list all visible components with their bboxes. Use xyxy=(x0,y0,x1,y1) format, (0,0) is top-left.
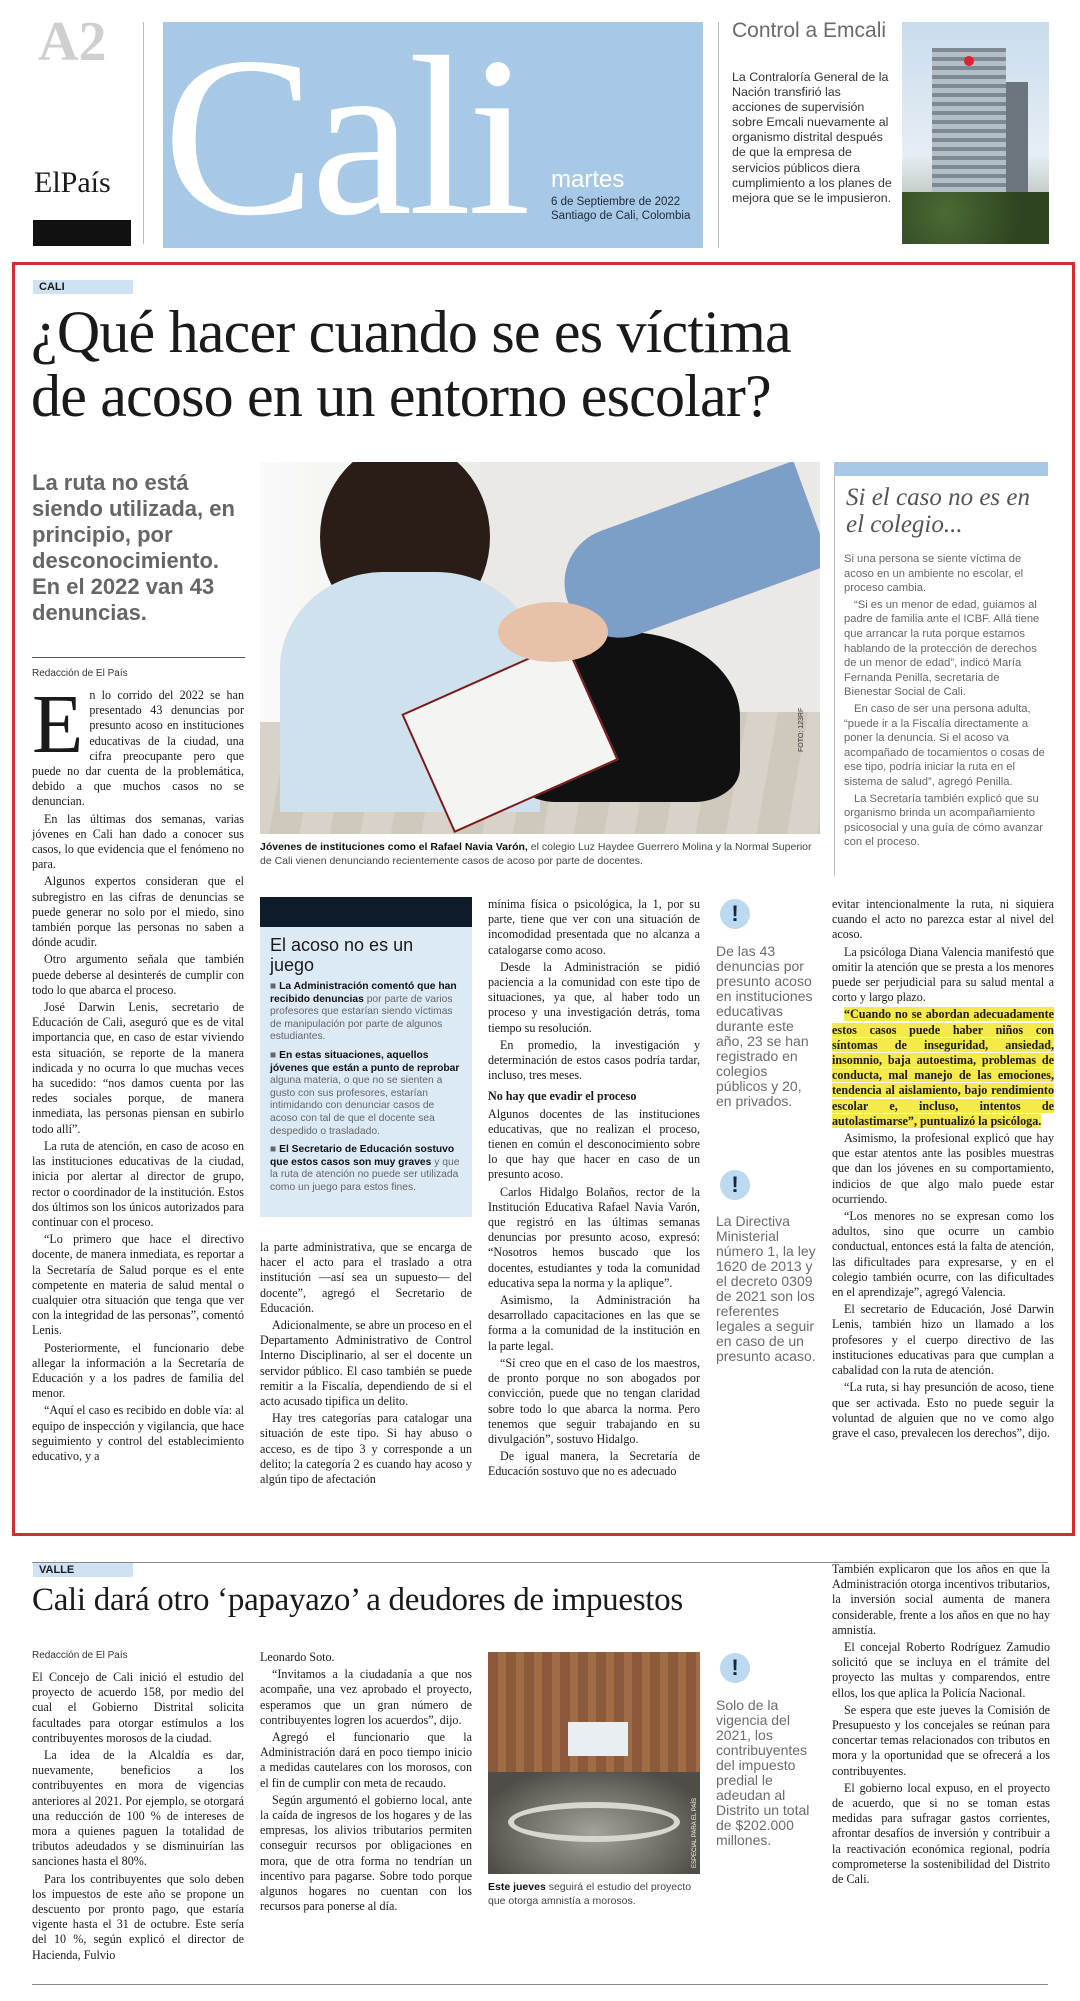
exclamation-icon: ! xyxy=(720,1653,750,1683)
highlighted-quote: “Cuando no se abordan adecuadamente estos casos puede haber niños con síntomas de inseguridad, ansiedad, insomnio, baja autoestima, problemas de conducta, mal manejo de las emociones, tendencia al aislamiento, bajo rendimiento escolar e, incluso, intentos de autolastimarse”, puntualizó la psicóloga. xyxy=(832,1007,1054,1128)
headline-line: de acoso en un entorno escolar? xyxy=(31,363,771,429)
headline: Cali dará otro ‘papayazo’ a deudores de impuestos xyxy=(32,1582,683,1618)
info-box-title: El acoso no es un juego xyxy=(270,935,414,975)
caption-rest: seguirá el estudio del proyecto que otorga amnistía a morosos. xyxy=(488,1881,692,1907)
teaser-photo xyxy=(902,22,1049,244)
paragraph: El gobierno local expuso, en el proyecto de acuerdo, que si no se toman estas medidas para sufragar gastos corrientes, afrontar desafíos de inversión y contribuir a la reactivación económica regional, podría comprometerse la sostenibilidad del Distrito de Cali. xyxy=(832,1780,1050,1887)
teaser-divider xyxy=(718,22,719,248)
paragraph: “La ruta, si hay presunción de acoso, tiene que ser activada. Esto no puede seguir la voluntad de alguien que no ve como algo grave el caso, prevalecen los derechos”, dijo. xyxy=(832,1380,1054,1440)
headline-line: ¿Qué hacer cuando se es víctima xyxy=(31,299,791,365)
footer-rule xyxy=(32,1984,1048,1985)
paragraph: La psicóloga Diana Valencia manifestó que omitir la atención que se presta a los menores puede ser perjudicial para su salud mental a corto y largo plazo. xyxy=(832,944,1054,1005)
brand-text: ElPaís xyxy=(34,166,111,199)
paragraph: la parte administrativa, que se encarga de hacer el acto para el traslado a otra institución —así sea un supuesto— del docente”, agregó el Secretario de Educación. xyxy=(260,1240,472,1315)
photo-credit: ESPECIAL PARA EL PAÍS xyxy=(692,1797,698,1868)
article2-column-2 xyxy=(260,1650,472,1916)
item-bold: En estas situaciones, aquellos jóvenes que están a punto de reprobar xyxy=(270,1049,460,1074)
paragraph: El Concejo de Cali inició el estudio del proyecto de acuerdo 158, por medio del cual el Gobierno Distrital solicita facultades para otorgar estímulos a los contribuyentes morosos de la ciudad. xyxy=(32,1670,244,1745)
paragraph: Desde la Administración se pidió paciencia a la comunidad con este tipo de situaciones, ya que, al haber todo un proceso y una investigación detrás, toma tiempo su resolución. xyxy=(488,959,700,1035)
teaser-text: La Contraloría General de la Nación transfirió las acciones de supervisión sobre Emcali nuevamente al organismo distrital después de que la empresa de servicios públicos diera cumplimiento a los planes de mejora que se le impusieron. xyxy=(732,70,892,205)
article-column-5 xyxy=(832,897,1054,1443)
paragraph: “Los menores no se expresan como los adultos, sino que ocurre un cambio conductual, entonces está la falta de atención, las dificultades para expresarse, y en el colegio también ocurre, con las dificultades en el aprendizaje”, agregó Valencia. xyxy=(832,1209,1054,1300)
side-fact: La Directiva Ministerial número 1, la ley 1620 de 2013 y el decreto 0309 de 2021 son los referentes legales a seguir en caso de un presunto acaso. xyxy=(716,1213,816,1364)
paragraph: Otro argumento señala que también puede deberse al desinterés de cumplir con todo lo que abarca el proceso. xyxy=(32,952,244,997)
article-column-1 xyxy=(32,678,244,1466)
paragraph: Asimismo, la Administración ha desarrollado capacitaciones en las que se forma a la comunidad de la institución en la parte legal. xyxy=(488,1293,700,1353)
info-box-item: ■ En estas situaciones, aquellos jóvenes que están a punto de reprobar alguna materia, o que no se sienten a gusto con sus profesores, estarían intimidando con denunciar casos de acoso con tal de que el docente sea despedido o trasladado. xyxy=(270,1049,460,1137)
caption-rest: el colegio Luz Haydee Guerrero Molina y la Normal Superior de Cali vienen denunciando recientemente casos de acoso por parte de docentes. xyxy=(260,841,812,867)
byline: Redacción de El País xyxy=(32,668,128,679)
paragraph: En promedio, la investigación y determinación de estos casos podría tardar, incluso, tres meses. xyxy=(488,1037,700,1083)
exclamation-icon: ! xyxy=(720,899,750,929)
item-bold: La Administración comentó que han recibido denuncias xyxy=(270,981,457,1005)
desks xyxy=(508,1802,680,1842)
paragraph: El secretario de Educación, José Darwin Lenis, también hizo un llamado a los profesores y el cuerpo directivo de las instituciones educativas para que cumplan a cabalidad con la ruta de atención. xyxy=(832,1302,1054,1378)
sidebar-paragraph: Si una persona se siente víctima de acoso en un ambiente no escolar, el proceso cambia. xyxy=(844,553,1024,595)
photo-credit: FOTO: 123RF xyxy=(798,707,805,752)
paragraph: La ruta de atención, en caso de acoso en las instituciones educativas de la ciudad, inicia por alertar al director de grupo, rector o coordinador de la institución. Estos dos últimos son los únicos autorizados para continuar con el proceso. xyxy=(32,1138,244,1229)
paragraph: mínima física o psicológica, la 1, por su parte, tiene que ver con una situación de incomodidad presentada que no alcanza a catalogarse como acoso. xyxy=(488,897,700,957)
paragraph: Hay tres categorías para catalogar una situación de este tipo. Si hay abuso o acceso, es de tipo 3 y corresponde a un delito; la categoría 2 es cuando hay acoso y algún tipo de afectación xyxy=(260,1411,472,1487)
brand-underline xyxy=(33,220,131,246)
teacher-hand xyxy=(498,602,608,662)
paragraph: “Invitamos a la ciudadanía a que nos acompañe, una vez aprobado el proyecto, esperamos que un gran número de contribuyentes logren los acuerdos”, dijo. xyxy=(260,1667,472,1727)
item-text: alguna materia, o que no se sienten a gusto con sus profesores, estarían intimidando con denunciar casos de acoso con tal de que el docente sea despedido o trasladado. xyxy=(270,1075,443,1137)
date: 6 de Septiembre de 2022 xyxy=(551,196,681,208)
paragraph: “Lo primero que hace el directivo docente, de manera inmediata, es reportar a la Secretaría de Salud porque es el ente competente en materia de salud mental o cualquier otra situación que tenga que ver con la integridad de las personas”, comentó Lenis. xyxy=(32,1232,244,1338)
paragraph: Para los contribuyentes que solo deben los impuestos de este año se propone un descuento por pronto pago, que estaría vigente hasta el 31 de octubre. Este sería del 10 %, según explicó el director de Hacienda, Fulvio xyxy=(32,1871,244,1962)
side-fact: De las 43 denuncias por presunto acoso en instituciones educativas durante este año, 23 se han registrado en colegios públicos y 20, en privados. xyxy=(716,943,813,1109)
item-text: por parte de varios profesores que estarían siendo víctimas de manipulación por parte de algunos estudiantes. xyxy=(270,993,453,1043)
sidebar-title: Si el caso no es en el colegio... xyxy=(846,484,1030,538)
masthead-divider xyxy=(143,22,144,244)
logo-mark xyxy=(964,56,974,66)
caption-bold: Este jueves xyxy=(488,1881,546,1893)
deck: La ruta no está siendo utilizada, en principio, por desconocimiento. En el 2022 van 43 denuncias. xyxy=(32,470,235,625)
article2-column-4 xyxy=(832,1562,1050,1889)
council-photo xyxy=(488,1652,700,1874)
info-box-top-bar xyxy=(260,897,472,927)
paragraph: evitar intencionalmente la ruta, ni siquiera cuando el acto no parezca estar al nivel del acoso. xyxy=(832,897,1054,942)
sidebar-rule xyxy=(834,476,835,876)
screen xyxy=(568,1722,628,1756)
deck-rule xyxy=(32,657,245,658)
photo-caption xyxy=(488,1880,700,1908)
paragraph: Se espera que este jueves la Comisión de Presupuesto y los concejales se reúnan para concertar temas relacionados con tributos en mora y la oportunidad que se ofrecerá a los contribuyentes. xyxy=(832,1702,1050,1778)
sidebar-top-bar xyxy=(834,462,1048,476)
dropcap: E xyxy=(32,678,84,771)
info-box-list xyxy=(270,981,464,1195)
headline xyxy=(31,300,1051,428)
caption-bold: Jóvenes de instituciones como el Rafael Navia Varón, xyxy=(260,841,528,853)
photo-caption xyxy=(260,840,820,868)
sidebar-paragraph: En caso de ser una persona adulta, “puede ir a la Fiscalía directamente a poner la denuncia. Si el acoso va acompañado de tocamientos o cosas de ese tipo, podría iniciar la ruta en el sistema de salud”, agregó Penilla. xyxy=(844,702,1045,788)
paragraph: El concejal Roberto Rodríguez Zamudio solicitó que se incluya en el trámite del proyecto las multas y comparendos, entre ellos, los que aplica la Policía Nacional. xyxy=(832,1640,1050,1700)
paragraph: Según argumentó el gobierno local, ante la caída de ingresos de los hogares y de las empresas, los alivios tributarios permiten conseguir recursos por obligaciones en mora, que de otra forma no tendrían un incentivo para pagarse. Sobre todo porque algunos hogares no cuentan con los recursos para ponerse al día. xyxy=(260,1792,472,1914)
paragraph: José Darwin Lenis, secretario de Educación de Cali, aseguró que es de vital importancia que, en caso de estar viviendo esta situación, se reporte de la manera indicada y no ocurra lo que muchas veces ha sucedido: “nos damos cuenta por las redes sociales porque, de manera inmediata, las personas piensan en subirlo todo allí”. xyxy=(32,1000,244,1136)
page-number: A2 xyxy=(38,11,107,73)
paragraph: Posteriormente, el funcionario debe allegar la información a la Secretaría de Educación y a los padres de familia del menor. xyxy=(32,1340,244,1401)
masthead xyxy=(0,0,1080,250)
byline: Redacción de El País xyxy=(32,1650,128,1661)
article-column-2 xyxy=(260,1240,472,1489)
info-box-item: ■ El Secretario de Educación sostuvo que estos casos son muy graves y que la ruta de atención no puede ser utilizada como un juego para estos fines. xyxy=(270,1144,460,1193)
section-tag: CALI xyxy=(33,280,133,294)
teaser-title: Control a Emcali xyxy=(732,19,887,42)
paragraph: Adicionalmente, se abre un proceso en el Departamento Administrativo de Control Interno Disciplinario, al ser el docente un servidor público. El caso también se puede remitir a la Fiscalía, dependiendo de si el acto acusado tipifica un delito. xyxy=(260,1318,472,1409)
article2-column-1 xyxy=(32,1670,244,1965)
exclamation-icon: ! xyxy=(720,1170,750,1200)
paragraph: En las últimas dos semanas, varias jóvenes en Cali han dado a conocer sus casos, lo que evidencia que el fenómeno no para. xyxy=(32,811,244,872)
paragraph: La idea de la Alcaldía es dar, nuevamente, beneficios a los contribuyentes en mora de vigencias anteriores al 2021. Por ejemplo, se otorgará una reducción de 100 % de intereses de mora a quienes paguen la totalidad de tributos adeudados y se disminuirían las sanciones hasta el 80%. xyxy=(32,1748,244,1869)
paragraph: Algunos docentes de las instituciones educativas, que no realizan el proceso, tienen en común el desconocimiento sobre lo que hay que hacer en caso de un presunto acoso. xyxy=(488,1106,700,1182)
paragraph: n lo corrido del 2022 se han presentado 43 denuncias por presunto acoso en instituciones educativas de la ciudad, una cifra preocupante pero que puede no dar cuenta de la problemática, debido a que muchos casos no se denuncian. xyxy=(32,688,244,809)
paragraph: De igual manera, la Secretaría de Educación sostuvo que no es adecuado xyxy=(488,1449,700,1479)
article-photo xyxy=(260,462,820,834)
info-box xyxy=(260,897,472,1217)
trees xyxy=(902,192,1049,244)
paragraph: Asimismo, la profesional explicó que hay que estar atentos ante las posibles muestras que dan los jóvenes en su comportamiento, indicios de que algo malo puede estar ocurriendo. xyxy=(832,1131,1054,1206)
item-bold: El Secretario de Educación sostuvo que estos casos son muy graves xyxy=(270,1144,455,1168)
section-tag: VALLE xyxy=(33,1563,133,1577)
side-fact: Solo de la vigencia del 2021, los contribuyentes del impuesto predial le adeudan al Distrito un total de $202.000 millones. xyxy=(716,1697,810,1848)
paragraph: “Aquí el caso es recibido en doble vía: al equipo de inspección y vigilancia, que hace seguimiento y control del establecimiento educativo, y a xyxy=(32,1403,244,1463)
section-banner xyxy=(163,22,703,248)
paragraph: Agregó el funcionario que la Administración dará en poco tiempo inicio a medidas cautelares con los morosos, con el fin de cumplir con meta de recaudo. xyxy=(260,1730,472,1790)
masthead-brand xyxy=(34,166,111,200)
sidebar-text xyxy=(844,552,1048,850)
item-text: y que la ruta de atención no puede ser utilizada como un juego para estos fines. xyxy=(270,1156,460,1193)
paragraph: Algunos expertos consideran que el subregistro en las cifras de denuncias se puede generar no solo por el miedo, sino también porque las personas no saben a dónde acudir. xyxy=(32,874,244,950)
paragraph: Leonardo Soto. xyxy=(260,1650,335,1664)
place: Santiago de Cali, Colombia xyxy=(551,210,691,222)
weekday: martes xyxy=(551,166,625,193)
subheading: No hay que evadir el proceso xyxy=(488,1089,637,1104)
sidebar-paragraph: “Si es un menor de edad, guiamos al padre de familia ante el ICBF. Allá tiene que arrancar la ruta porque estamos hablando de la protección de derechos de un menor de edad”, indicó María Fernanda Penilla, secretaria de Bienestar Social de Cali. xyxy=(844,598,1040,699)
paragraph: “Sí creo que en el caso de los maestros, de pronto porque no son abogados por convicción, puede que no tengan claridad sobre todo lo que abarca la norma. Pero tenemos que seguir trabajando en su divulgación”, sostuvo Hidalgo. xyxy=(488,1355,700,1446)
info-box-item: ■ La Administración comentó que han recibido denuncias por parte de varios profesores que estarían siendo víctimas de manipulación por parte de algunos estudiantes. xyxy=(270,981,457,1043)
article-column-3 xyxy=(488,897,700,1482)
paragraph: Carlos Hidalgo Bolaños, rector de la Institución Educativa Rafael Navia Varón, que registró en las últimas semanas denuncias por presunto acoso, expresó: “Nosotros hemos buscado que los docentes, estudiantes y toda la comunidad educativa sepa la norma y la aplique”. xyxy=(488,1184,700,1290)
paragraph: También explicaron que los años en que la Administración otorga incentivos tributarios, la inversión social aumenta de manera considerable, frente a los años en que no hay amnistía. xyxy=(832,1562,1050,1637)
sidebar-paragraph: La Secretaría también explicó que su organismo brinda un acompañamiento psicosocial y una guía de cómo avanzar con el proceso. xyxy=(844,792,1044,849)
section-title: Cali xyxy=(163,22,527,248)
